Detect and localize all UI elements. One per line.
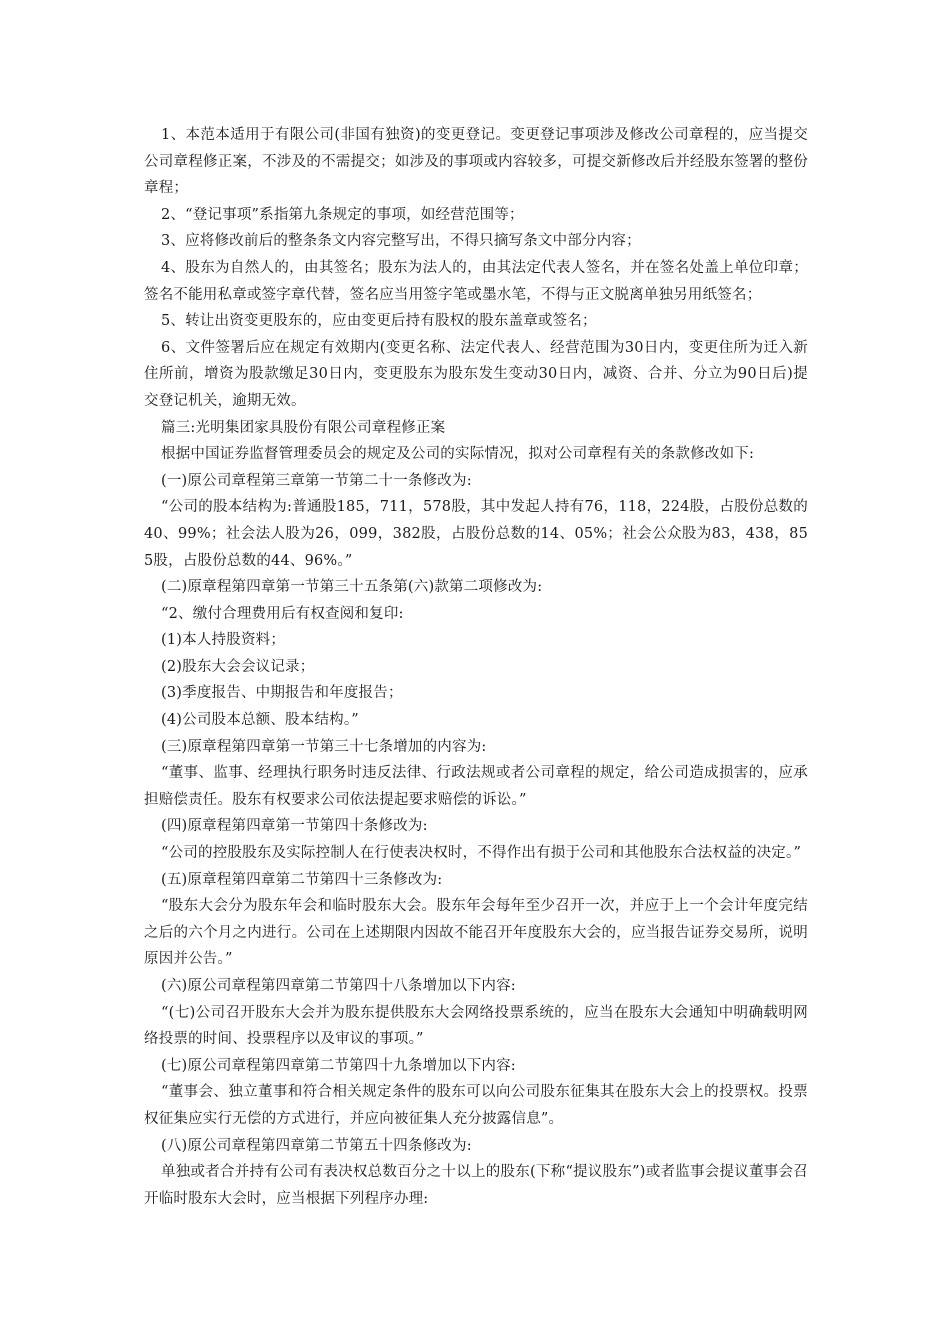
amendment-heading: (四)原章程第四章第一节第四十条修改为: (161, 818, 428, 835)
amendment-heading: (七)原公司章程第四章第二节第四十九条增加以下内容: (161, 1057, 516, 1074)
amendment-heading: (一)原公司章程第三章第一节第二十一条修改为: (161, 472, 472, 489)
paragraph: 1、本范本适用于有限公司(非国有独资)的变更登记。变更登记事项涉及修改公司章程的，应当提交公司章程修正案，不涉及的不需提交；如涉及的事项或内容较多，可提交新修改后并经股东签署的整份章程； (144, 127, 808, 197)
amendment-heading: (五)原章程第四章第二节第四十三条修改为: (161, 871, 443, 888)
paragraph: 单独或者合并持有公司有表决权总数百分之十以上的股东(下称“提议股东”)或者监事会提议董事会召开临时股东大会时，应当根据下列程序办理: (144, 1164, 808, 1207)
list-item: (1)本人持股资料； (161, 632, 286, 649)
paragraph: 5、转让出资变更股东的，应由变更后持有股权的股东盖章或签名； (161, 313, 597, 330)
document-body (144, 122, 808, 1212)
list-item: (2)股东大会会议记录； (161, 658, 315, 675)
paragraph: 3、应将修改前后的整条条文内容完整写出，不得只摘写条文中部分内容； (161, 233, 641, 250)
paragraph: 2、“登记事项”系指第九条规定的事项，如经营范围等； (161, 206, 524, 223)
paragraph: “公司的股本结构为:普通股185，711，578股，其中发起人持有76，118，224股，占股份总数的40、99%；社会法人股为26，099，382股，占股份总数的14、05%；社会公众股为83，438，855股，占股份总数的44、96%。” (144, 499, 808, 569)
amendment-heading: (八)原公司章程第四章第二节第五十四条修改为: (161, 1137, 472, 1154)
amendment-heading: (六)原公司章程第四章第二节第四十八条增加以下内容: (161, 978, 516, 994)
paragraph: “股东大会分为股东年会和临时股东大会。股东年会每年至少召开一次，并应于上一个会计年度完结之后的六个月之内进行。公司在上述期限内因故不能召开年度股东大会的，应当报告证券交易所，说明原因并公告。” (144, 898, 808, 968)
list-item: (3)季度报告、中期报告和年度报告； (161, 685, 403, 702)
amendment-heading: (二)原章程第四章第一节第三十五条第(六)款第二项修改为: (161, 579, 543, 596)
paragraph: “董事会、独立董事和符合相关规定条件的股东可以向公司股东征集其在股东大会上的投票权。投票权征集应实行无偿的方式进行，并应向被征集人充分披露信息”。 (144, 1084, 808, 1127)
paragraph: “(七)公司召开股东大会并为股东提供股东大会网络投票系统的，应当在股东大会通知中明确载明网络投票的时间、投票程序以及审议的事项。” (144, 1004, 808, 1048)
paragraph: 6、文件签署后应在规定有效期内(变更名称、法定代表人、经营范围为30日内，变更住所为迁入新住所前，增资为股款缴足30日内，变更股东为股东发生变动30日内，减资、合并、分立为90日后)提交登记机关，逾期无效。 (144, 339, 808, 409)
paragraph: 4、股东为自然人的，由其签名；股东为法人的，由其法定代表人签名，并在签名处盖上单位印章；签名不能用私章或签字章代替，签名应当用签字笔或墨水笔，不得与正文脱离单独另用纸签名； (144, 259, 808, 303)
paragraph: 根据中国证券监督管理委员会的规定及公司的实际情况，拟对公司章程有关的条款修改如下: (161, 446, 755, 463)
list-item: (4)公司股本总额、股本结构。” (161, 712, 359, 729)
paragraph: “董事、监事、经理执行职务时违反法律、行政法规或者公司章程的规定，给公司造成损害的，应承担赔偿责任。股东有权要求公司依法提起要求赔偿的诉讼。” (144, 765, 808, 808)
section-heading: 篇三:光明集团家具股份有限公司章程修正案 (161, 419, 446, 436)
paragraph: “公司的控股股东及实际控制人在行使表决权时，不得作出有损于公司和其他股东合法权益的决定。” (161, 845, 802, 862)
paragraph: “2、缴付合理费用后有权查阅和复印: (161, 605, 404, 622)
amendment-heading: (三)原章程第四章第一节第三十七条增加的内容为: (161, 738, 487, 755)
